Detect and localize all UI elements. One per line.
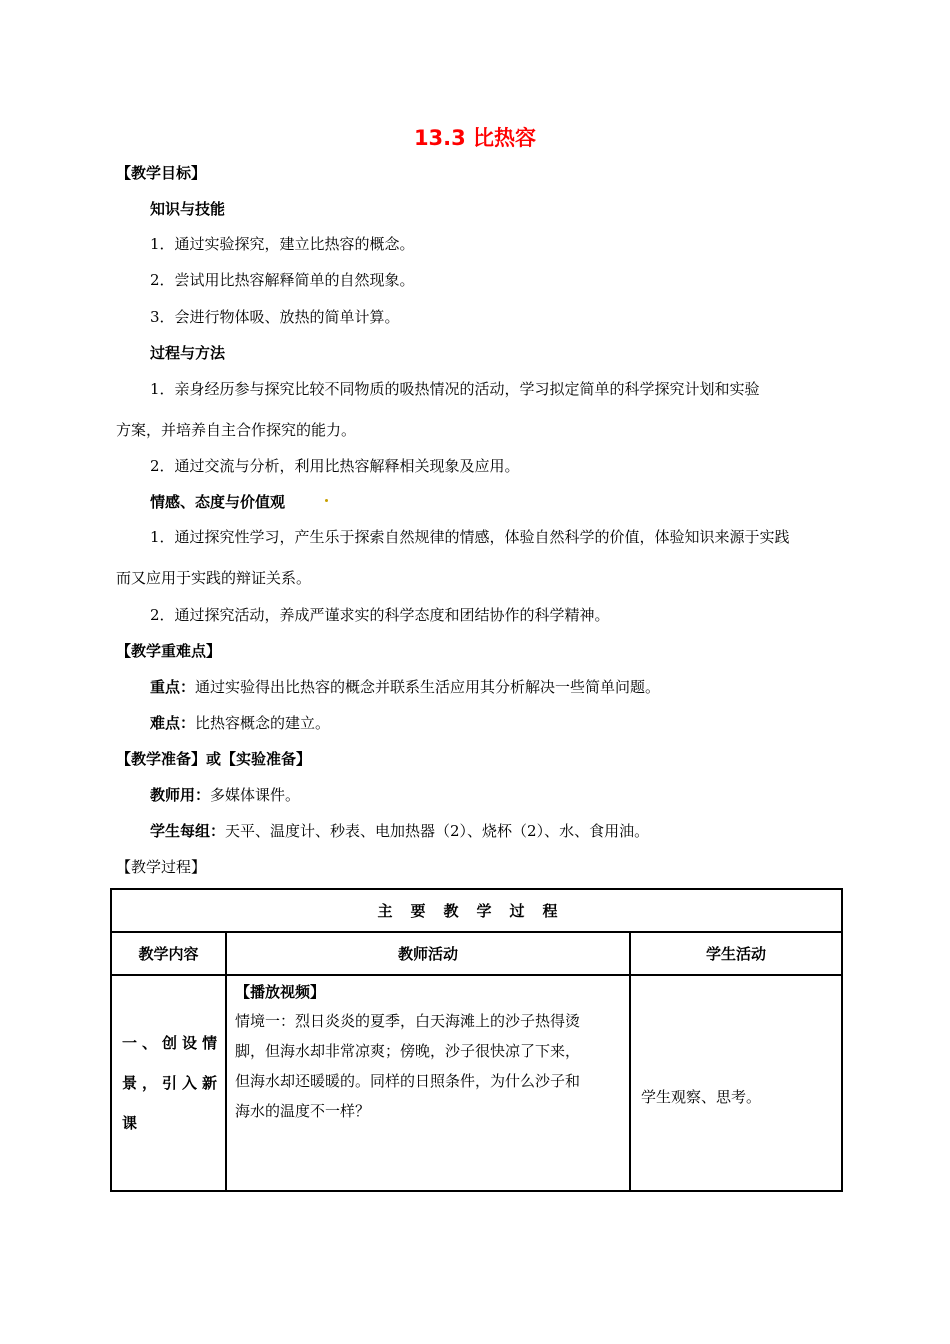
- process-item-line: 方案，并培养自主合作探究的能力。: [116, 421, 357, 439]
- emotion-item-line: 而又应用于实践的辩证关系。: [116, 569, 312, 587]
- row-teacher-cell: [226, 975, 630, 1191]
- page-title: 13.3 比热容: [413, 126, 537, 150]
- teaching-process-table: [110, 888, 843, 1192]
- teacher-line: 海水的温度不一样？: [235, 1102, 371, 1120]
- difficulty-line: [150, 713, 330, 733]
- student-prep-label: 学生每组：: [150, 822, 226, 840]
- process-item-line: 1．亲身经历参与探究比较不同物质的吸热情况的活动，学习拟定简单的科学探究计划和实验: [150, 380, 760, 398]
- process-item-line: 2．通过交流与分析，利用比热容解释相关现象及应用。: [150, 457, 520, 475]
- difficulty-label: 难点：: [150, 714, 196, 732]
- col-header-teacher: 教师活动: [226, 932, 630, 975]
- content-line: 一、创设情: [122, 1034, 217, 1052]
- table-row: [111, 975, 842, 1191]
- student-prep-line: [150, 821, 649, 841]
- emotion-item-line: 1．通过探究性学习，产生乐于探索自然规律的情感，体验自然科学的价值，体验知识来源于实践: [150, 528, 790, 546]
- emotion-item-line: 2．通过探究活动，养成严谨求实的科学态度和团结协作的科学精神。: [150, 606, 610, 624]
- teacher-prep-label: 教师用：: [150, 786, 211, 804]
- knowledge-item: 3．会进行物体吸、放热的简单计算。: [150, 308, 400, 326]
- table-main-header-row: [111, 889, 842, 932]
- student-prep-text: 天平、温度计、秒表、电加热器（2）、烧杯（2）、水、食用油。: [225, 822, 650, 840]
- knowledge-item: 1．通过实验探究，建立比热容的概念。: [150, 235, 415, 253]
- focus-line: [150, 677, 660, 697]
- key-points-heading: 【教学重难点】: [116, 642, 222, 660]
- process-method-heading: 过程与方法: [150, 344, 226, 362]
- video-tag: 【播放视频】: [235, 983, 326, 1001]
- table-column-header-row: [111, 932, 842, 975]
- focus-text: 通过实验得出比热容的概念并联系生活应用其分析解决一些简单问题。: [195, 678, 661, 696]
- objectives-heading: 【教学目标】: [116, 164, 207, 182]
- col-header-content: 教学内容: [111, 932, 226, 975]
- stray-dot-mark: [325, 499, 328, 502]
- row-content-cell: [111, 975, 226, 1191]
- col-header-student: 学生活动: [630, 932, 842, 975]
- teacher-line: 脚，但海水却非常凉爽；傍晚，沙子很快凉了下来，: [235, 1042, 581, 1060]
- focus-label: 重点：: [150, 678, 196, 696]
- emotion-heading: 情感、态度与价值观: [150, 493, 286, 511]
- content-line: 景，引入新: [122, 1074, 217, 1092]
- knowledge-item: 2．尝试用比热容解释简单的自然现象。: [150, 271, 415, 289]
- teacher-prep-line: [150, 785, 300, 805]
- teaching-process-heading: 【教学过程】: [116, 858, 207, 876]
- teacher-line: 情境一：烈日炎炎的夏季，白天海滩上的沙子热得烫: [235, 1012, 581, 1030]
- teacher-prep-text: 多媒体课件。: [210, 786, 301, 804]
- table-main-header: 主要教学过程: [111, 889, 842, 932]
- preparation-heading: 【教学准备】或【实验准备】: [116, 750, 312, 768]
- row-student-cell: 学生观察、思考。: [630, 975, 842, 1191]
- difficulty-text: 比热容概念的建立。: [195, 714, 331, 732]
- content-line: 课: [122, 1114, 138, 1132]
- knowledge-heading: 知识与技能: [150, 200, 226, 218]
- teacher-line: 但海水却还暖暖的。同样的日照条件，为什么沙子和: [235, 1072, 581, 1090]
